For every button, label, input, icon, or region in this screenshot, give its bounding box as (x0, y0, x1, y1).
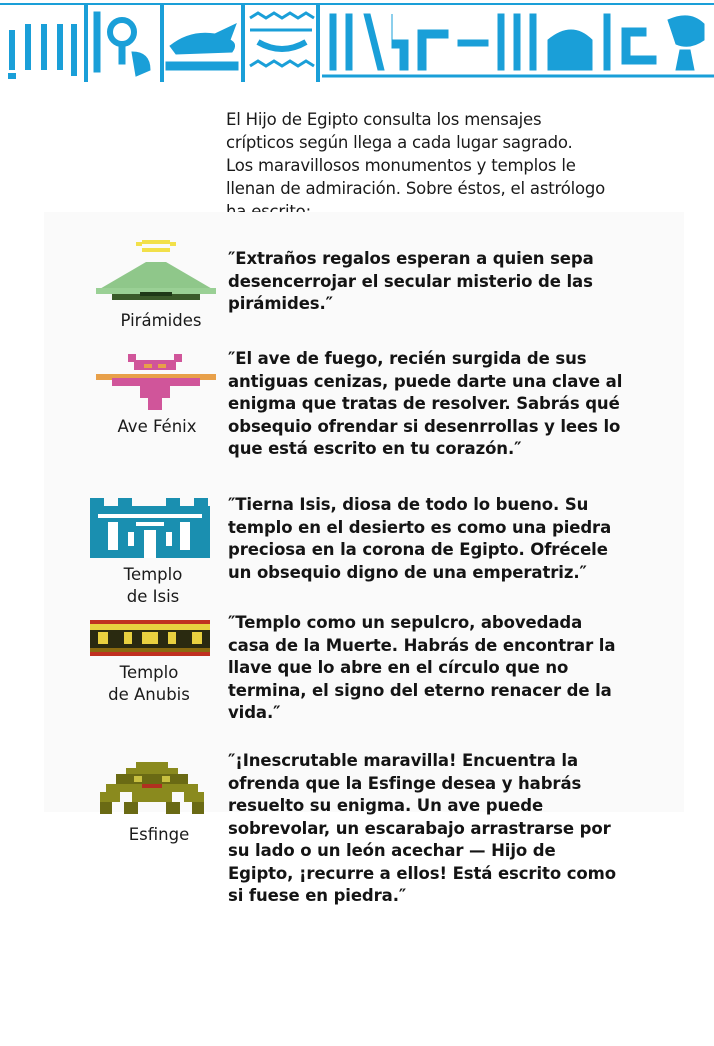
intro-line: crípticos según llega a cada lugar sagrado. (226, 133, 573, 152)
intro-line: El Hijo de Egipto consulta los mensajes (226, 110, 542, 129)
anubis-temple-label: Templo de Anubis (108, 663, 190, 704)
intro-line: Los maravillosos monumentos y templos le (226, 156, 576, 175)
anubis-temple-icon (88, 618, 212, 658)
sphinx-label: Esfinge (128, 825, 190, 844)
anubis-temple-text: ″Templo como un sepulcro, abovedada casa de la Muerte. Habrás de encontrar la llave que lo abre en el círculo que no termina, el signo del eterno renacer de la vida.″ (228, 613, 616, 722)
sphinx-text: ″¡Inescrutable maravilla! Encuentra la ofrenda que la Esfinge desea y habrás resuelto su enigma. Un ave puede sobrevolar, un escarabajo arrastrarse por su lado o un león acechar — Hijo de Egipto, ¡recurre a ellos! Está escrito como si fuese en piedra.″ (228, 751, 616, 905)
phoenix-label: Ave Fénix (117, 417, 197, 436)
phoenix-text: ″El ave de fuego, recién surgida de sus antiguas cenizas, puede darte una clave al enigma que tratas de resolver. Sabrás qué obsequio ofrendar si desenrrollas y lees lo que está escrito en tu corazón.″ (228, 349, 623, 458)
glyph-row-icon (330, 14, 704, 70)
ankh-glyph-icon (94, 12, 150, 76)
isis-temple-text: ″Tierna Isis, diosa de todo lo bueno. Su templo en el desierto es como una piedra preciosa en la corona de Egipto. Ofrécele un obsequio digno de una emperatriz.″ (228, 495, 612, 582)
pyramid-label: Pirámides (120, 311, 202, 330)
phoenix-icon (94, 352, 218, 414)
isis-temple-label: Templo de Isis (123, 565, 183, 606)
reed-glyph-icon (8, 24, 74, 76)
water-glyph-icon (250, 13, 314, 66)
hare-glyph-icon (166, 24, 238, 70)
pyramid-icon (94, 238, 218, 306)
intro-line: llenan de admiración. Sobre éstos, el astrólogo (226, 179, 606, 198)
hieroglyph-banner (0, 0, 714, 90)
sphinx-icon (96, 760, 220, 818)
pyramid-text: ″Extraños regalos esperan a quien sepa desencerrojar el secular misterio de las pirámides.″ (228, 249, 594, 313)
isis-temple-icon (88, 496, 212, 560)
intro-paragraph (226, 108, 646, 223)
